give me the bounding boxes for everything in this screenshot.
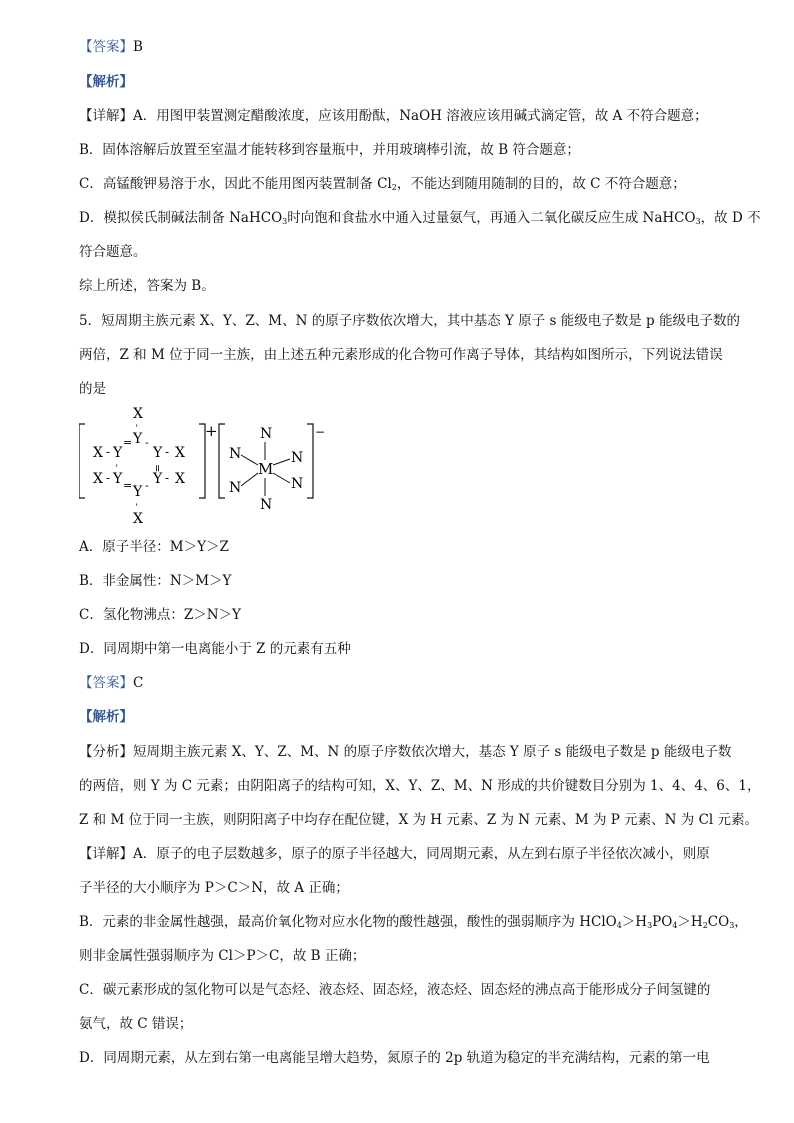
q5-detail-b-line1 bbox=[79, 913, 748, 931]
ligand-n-lower-left: N bbox=[229, 480, 242, 496]
bond: - bbox=[106, 445, 111, 459]
subscript: 4 bbox=[672, 921, 678, 930]
subscript: 3 bbox=[282, 217, 288, 226]
bond-vertical-left: - bbox=[111, 464, 121, 468]
bond-m-n-upper-right bbox=[273, 459, 290, 465]
bond-bottom: - bbox=[131, 503, 141, 507]
answer-value: C bbox=[133, 675, 144, 691]
atom-x-right1: X bbox=[175, 445, 185, 461]
text: ，不能达到随用随制的目的，故 C 不符合题意； bbox=[396, 176, 686, 192]
text: ＞H bbox=[677, 914, 703, 930]
q4-detail-d-line1 bbox=[79, 209, 761, 227]
subscript: 4 bbox=[616, 921, 622, 930]
anion-left-bracket bbox=[219, 424, 225, 498]
double-bond-vertical-right: = bbox=[151, 464, 162, 473]
answer-label: 【答案】 bbox=[79, 39, 133, 55]
atom-y3: Y bbox=[113, 471, 123, 487]
bond: - bbox=[165, 445, 170, 459]
q5-stem-line3: 的是 bbox=[79, 381, 106, 397]
q5-stem-line1: 5．短周期主族元素 X、Y、Z、M、N 的原子序数依次增大，其中基态 Y 原子 s 能级电子数是 p 能级电子数的 bbox=[79, 313, 740, 329]
subscript: 2 bbox=[702, 921, 708, 930]
text: 短周期主族元素 X、Y、Z、M、N 的原子序数依次增大，基态 Y 原子 s 能级电子数是 p 能级电子数 bbox=[133, 744, 732, 760]
analysis-label: 【解析】 bbox=[79, 709, 133, 725]
q4-detail-a bbox=[79, 107, 708, 125]
bond-top: - bbox=[131, 424, 141, 428]
text: ，故 D 不 bbox=[700, 210, 761, 226]
option-c: C．氢化物沸点：Z＞N＞Y bbox=[79, 607, 241, 623]
atom-x-left1: X bbox=[93, 445, 103, 461]
answer-value: B bbox=[133, 39, 143, 55]
atom-y-bottom: Y bbox=[133, 484, 143, 500]
atom-y-top: Y bbox=[133, 431, 143, 447]
structure-svg bbox=[79, 402, 339, 526]
text: C．高锰酸钾易溶于水，因此不能用图丙装置制备 Cl bbox=[79, 176, 392, 192]
text: D．模拟侯氏制碱法制备 NaHCO bbox=[79, 210, 283, 226]
detail-label: 【详解】 bbox=[79, 108, 133, 124]
q5-detail-b-line2: 则非金属性强弱顺序为 Cl＞P＞C，故 B 正确； bbox=[79, 948, 366, 964]
subscript: 3 bbox=[729, 921, 735, 930]
q5-detail-d-line1: D．同周期元素，从左到右第一电离能呈增大趋势，氮原子的 2p 轨道为稳定的半充满结构，元素的第一电 bbox=[79, 1050, 710, 1066]
atom-x-right2: X bbox=[175, 471, 185, 487]
q5-fenxi-line2: 的两倍，则 Y 为 C 元素；由阴阳离子的结构可知，X、Y、Z、M、N 形成的共价键数目分别为 1、4、4、6、1， bbox=[79, 778, 761, 794]
atom-x-left2: X bbox=[93, 471, 103, 487]
cation-left-bracket bbox=[79, 424, 85, 498]
q4-detail-d-line2: 符合题意。 bbox=[79, 244, 147, 260]
anion-charge: − bbox=[315, 425, 326, 439]
text: A．原子的电子层数越多，原子的原子半径越大，同周期元素，从左到右原子半径依次减小，则原 bbox=[133, 846, 710, 862]
text: CO bbox=[707, 914, 730, 930]
subscript: 3 bbox=[647, 921, 653, 930]
ligand-n-upper-left: N bbox=[229, 446, 242, 462]
bond-m-n-lower-right bbox=[273, 473, 290, 483]
anion-right-bracket bbox=[307, 424, 313, 498]
q4-detail-c bbox=[79, 175, 686, 193]
q5-detail-a-line2: 子半径的大小顺序为 P＞C＞N，故 A 正确； bbox=[79, 880, 349, 896]
atom-x-top: X bbox=[133, 406, 143, 422]
bond-m-n-lower-left bbox=[241, 473, 258, 486]
q5-detail-c-line2: 氨气，故 C 错误； bbox=[79, 1016, 193, 1032]
subscript: 2 bbox=[391, 183, 397, 192]
bond: - bbox=[165, 471, 170, 485]
bond: - bbox=[106, 471, 111, 485]
bond-m-n-upper-left bbox=[241, 455, 258, 465]
option-b: B．非金属性：N＞M＞Y bbox=[79, 573, 232, 589]
atom-y2: Y bbox=[153, 445, 163, 461]
ligand-n-top: N bbox=[260, 426, 273, 442]
text: PO bbox=[652, 914, 673, 930]
double-bond: = bbox=[123, 479, 133, 492]
q5-detail-c-line1: C．碳元素形成的氢化物可以是气态烃、液态烃、固态烃，液态烃、固态烃的沸点高于能形成分子间氢键的 bbox=[79, 982, 711, 998]
q5-fenxi-line1 bbox=[79, 743, 731, 761]
atom-x-bottom: X bbox=[133, 511, 143, 526]
q5-detail-a-line1 bbox=[79, 845, 710, 863]
text: B．元素的非金属性越强，最高价氧化物对应水化物的酸性越强，酸性的强弱顺序为 HClO bbox=[79, 914, 617, 930]
text: 时向饱和食盐水中通入过量氨气，再通入二氧化碳反应生成 NaHCO bbox=[287, 210, 696, 226]
subscript: 3 bbox=[695, 217, 701, 226]
q4-answer bbox=[79, 38, 143, 56]
bond: - bbox=[145, 436, 149, 449]
answer-label: 【答案】 bbox=[79, 675, 133, 691]
q5-stem-line2: 两倍，Z 和 M 位于同一主族，由上述五种元素形成的化合物可作离子导体，其结构如图所示，下列说法错误 bbox=[79, 347, 723, 363]
detail-label: 【详解】 bbox=[79, 846, 133, 862]
cation-charge: + bbox=[205, 422, 218, 440]
option-a: A．原子半径：M＞Y＞Z bbox=[79, 539, 229, 555]
option-d: D．同周期中第一电离能小于 Z 的元素有五种 bbox=[79, 641, 351, 657]
ligand-n-upper-right: N bbox=[291, 450, 304, 466]
atom-y4: Y bbox=[153, 471, 163, 487]
text: ， bbox=[734, 914, 748, 930]
ligand-n-bottom: N bbox=[260, 497, 273, 513]
ionic-structure-figure bbox=[79, 402, 339, 530]
double-bond: = bbox=[123, 436, 133, 449]
detail-text: A．用图甲装置测定醋酸浓度，应该用酚酞，NaOH 溶液应该用碱式滴定管，故 A 不符合题意； bbox=[133, 108, 708, 124]
bond: - bbox=[145, 479, 149, 492]
ligand-n-lower-right: N bbox=[291, 476, 304, 492]
q4-analysis-label bbox=[79, 73, 133, 91]
q5-answer bbox=[79, 674, 143, 692]
fenxi-label: 【分析】 bbox=[79, 744, 133, 760]
atom-y1: Y bbox=[113, 445, 123, 461]
q4-summary: 综上所述，答案为 B。 bbox=[79, 278, 215, 294]
central-atom-m: M bbox=[258, 460, 274, 478]
analysis-label: 【解析】 bbox=[79, 74, 133, 90]
text: ＞H bbox=[621, 914, 648, 930]
q5-fenxi-line3: Z 和 M 位于同一主族，则阴阳离子中均存在配位键，X 为 H 元素、Z 为 N 元素、M 为 P 元素、N 为 Cl 元素。 bbox=[79, 812, 759, 828]
q4-detail-b: B．固体溶解后放置至室温才能转移到容量瓶中，并用玻璃棒引流，故 B 符合题意； bbox=[79, 142, 580, 158]
q5-analysis-label bbox=[79, 708, 133, 726]
